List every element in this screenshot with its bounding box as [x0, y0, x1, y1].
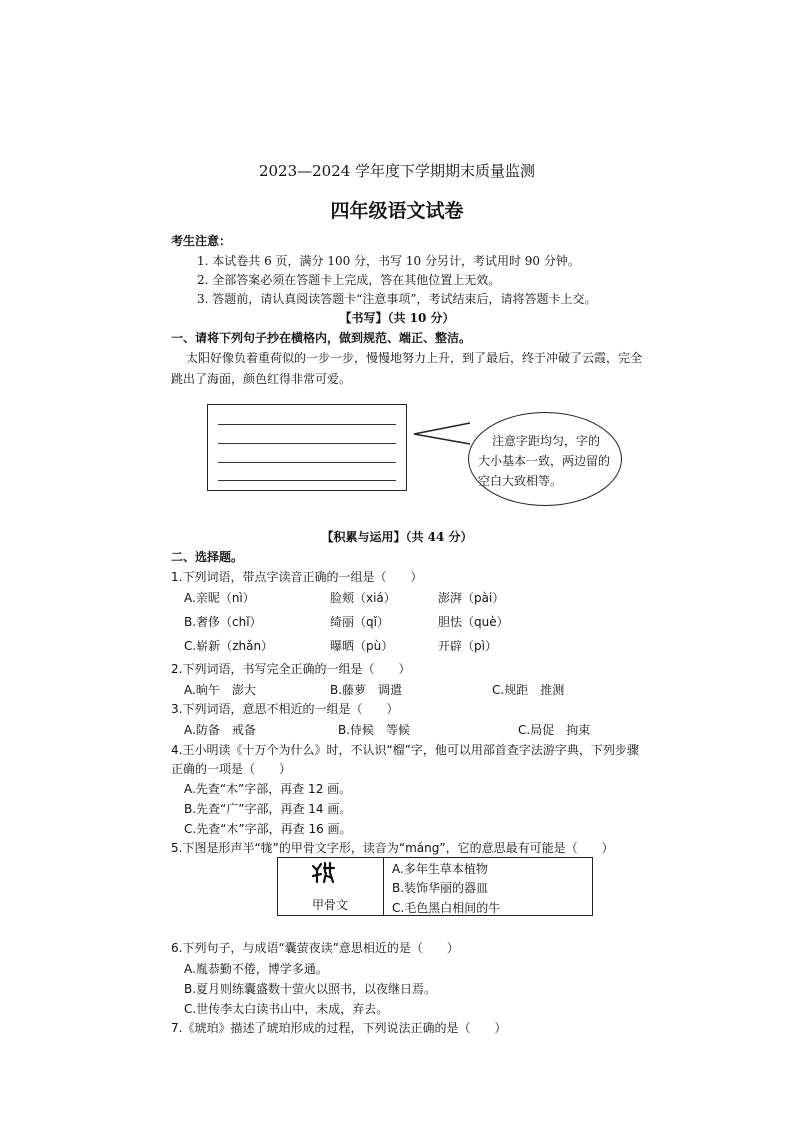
notice-item: 1. 本试卷共 6 页，满分 100 分，书写 10 分另计，考试用时 90 分钟。 [197, 254, 580, 268]
section-title-usage: 【积累与运用】（共 44 分） [321, 530, 473, 544]
q3-option-c[interactable]: C.局促 拘束 [518, 723, 591, 737]
q7-stem: 7.《琥珀》描述了琥珀形成的过程，下列说法正确的是（ ） [171, 1021, 507, 1035]
q2-stem: 2.下列词语，书写完全正确的一组是（ ） [171, 662, 411, 676]
notice-item: 2. 全部答案必须在答题卡上完成，答在其他位置上无效。 [197, 273, 501, 287]
q2-option-c[interactable]: C.规距 推测 [492, 683, 565, 697]
passage-line: 太阳好像负着重荷似的一步一步，慢慢地努力上升，到了最后，终于冲破了云霞，完全 [186, 351, 643, 365]
q5-option-c[interactable]: C.毛色黑白相间的牛 [392, 901, 501, 915]
q6-option-b[interactable]: B.夏月则练囊盛数十萤火以照书，以夜继日焉。 [184, 982, 437, 996]
writing-line [218, 443, 396, 444]
question-heading: 一、请将下列句子抄在横格内，做到规范、端正、整洁。 [171, 331, 472, 345]
exam-subtitle: 四年级语文试卷 [330, 200, 464, 222]
q4-stem: 正确的一项是（ ） [171, 762, 292, 776]
glyph-caption: 甲骨文 [311, 898, 348, 912]
q1-stem: 1.下列词语，带点字读音正确的一组是（ ） [171, 570, 423, 584]
q6-option-a[interactable]: A.胤恭勤不倦，博学多通。 [184, 962, 328, 976]
section-title-writing: 【书写】（共 10 分） [339, 311, 455, 325]
question-heading: 二、选择题。 [171, 550, 244, 564]
notice-heading: 考生注意： [171, 234, 232, 248]
q1-option: 澎湃（pài） [438, 591, 505, 605]
q1-option[interactable]: A.亲昵（nì） [184, 591, 255, 605]
notice-item: 3. 答题前，请认真阅读答题卡“注意事项”，考试结束后，请将答题卡上交。 [197, 292, 597, 306]
speech-bubble-tail [410, 420, 480, 450]
q5-option-a[interactable]: A.多年生草本植物 [392, 862, 488, 876]
table-divider [383, 857, 384, 916]
q3-stem: 3.下列词语，意思不相近的一组是（ ） [171, 702, 399, 716]
q3-option-b[interactable]: B.侍候 等候 [338, 723, 411, 737]
oracle-glyph-icon [310, 860, 338, 886]
q4-stem: 4.王小明读《十万个为什么》时，不认识“榴”字，他可以用部首查字法游字典，下列步骤 [171, 743, 639, 757]
q5-option-b[interactable]: B.装饰华丽的器皿 [392, 881, 489, 895]
q5-stem: 5.下图是形声半“牻”的甲骨文字形，读音为“máng”，它的意思最有可能是（ ） [171, 841, 614, 855]
q1-option: 开辟（pì） [438, 639, 497, 653]
bubble-text-line: 空白大致相等。 [478, 474, 563, 488]
passage-line: 跳出了海面，颜色红得非常可爱。 [171, 372, 352, 386]
writing-line [218, 424, 396, 425]
bubble-text-line: 大小基本一致，两边留的 [478, 454, 611, 468]
writing-line [218, 480, 396, 481]
q1-option: 绮丽（qǐ） [330, 615, 389, 629]
copy-writing-box[interactable] [207, 404, 407, 491]
q3-option-a[interactable]: A.防备 戒备 [184, 723, 256, 737]
q4-option-a[interactable]: A.先查“木”字部，再查 12 画。 [184, 782, 352, 796]
exam-title: 2023—2024 学年度下学期期末质量监测 [258, 162, 536, 180]
q1-option: 脸颊（xiá） [330, 591, 396, 605]
q2-option-a[interactable]: A.晌午 澎大 [184, 683, 256, 697]
q1-option[interactable]: B.奢侈（chǐ） [184, 615, 262, 629]
q4-option-c[interactable]: C.先查“木”字部，再查 16 画。 [184, 822, 352, 836]
q6-option-c[interactable]: C.世传李太白读书山中，未成，弃去。 [184, 1002, 389, 1016]
q1-option[interactable]: C.崭新（zhǎn） [184, 639, 274, 653]
q4-option-b[interactable]: B.先查“广”字部，再查 14 画。 [184, 802, 352, 816]
q6-stem: 6.下列句子，与成语“囊萤夜读”意思相近的是（ ） [171, 941, 459, 955]
writing-line [218, 462, 396, 463]
q2-option-b[interactable]: B.藤萝 调遣 [330, 683, 403, 697]
q1-option: 曝晒（pù） [330, 639, 394, 653]
q1-option: 胆怯（què） [438, 615, 509, 629]
bubble-text-line: 注意字距均匀，字的 [492, 434, 601, 448]
